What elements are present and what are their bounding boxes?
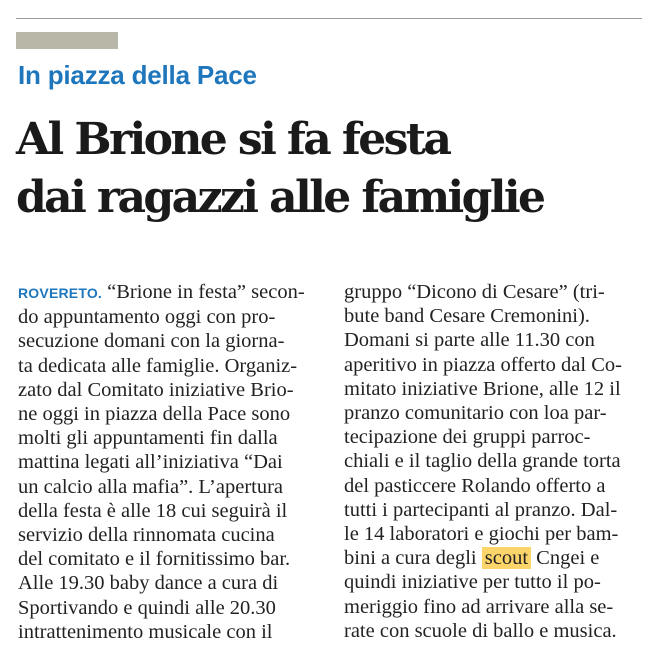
body-line: intrattenimento musicale con il (18, 620, 273, 643)
kicker: In piazza della Pace (18, 60, 257, 90)
body-line: do appuntamento oggi con pro- (18, 306, 276, 329)
body-line: tutti i partecipanti al pranzo. Dal- (344, 498, 618, 521)
body-line: zato dal Comitato iniziative Brio- (18, 378, 294, 401)
article-column-right (344, 280, 644, 643)
body-line: tecipazione dei gruppi parroc- (344, 426, 591, 449)
body-line: secuzione domani con la giorna- (18, 330, 285, 353)
dateline: ROVERETO. (18, 285, 103, 301)
body-line: rate con scuole di ballo e musica. (344, 619, 617, 642)
body-line: le 14 laboratori e giochi per bam- (344, 523, 619, 546)
body-line: ta dedicata alle famiglie. Organiz- (18, 354, 298, 377)
body-line: pranzo comunitario con loa par- (344, 402, 607, 425)
body-line-text: “Brione in festa” secon- (102, 281, 305, 303)
body-line: bute band Cesare Cremonini). (344, 305, 590, 328)
body-line: Alle 19.30 baby dance a cura di (18, 572, 279, 595)
section-tab (16, 32, 118, 49)
body-line: ne oggi in piazza della Pace sono (18, 403, 291, 426)
body-line: gruppo “Dicono di Cesare” (tri- (344, 281, 605, 303)
body-line: della festa è alle 18 cui seguirà il (18, 499, 288, 522)
body-line: un calcio alla mafia”. L’apertura (18, 475, 284, 498)
headline-line-2: dai ragazzi alle famiglie (16, 172, 544, 223)
body-line (18, 280, 320, 305)
article-column-left (18, 280, 320, 644)
body-text: Cngei e (531, 547, 600, 570)
body-line: mattina legati all’iniziativa “Dai (18, 451, 283, 474)
body-text: bini a cura degli (344, 547, 482, 570)
body-line: aperitivo in piazza offerto dal Co- (344, 353, 622, 376)
body-line: Sportivando e quindi alle 20.30 (18, 596, 276, 619)
top-rule (16, 18, 642, 19)
body-line: del comitato e il fornitissimo bar. (18, 548, 291, 571)
body-line-highlighted (344, 546, 644, 570)
headline (16, 111, 646, 227)
body-line: servizio della rinnomata cucina (18, 524, 275, 547)
body-line: Domani si parte alle 11.30 con (344, 329, 595, 352)
headline-line-1: Al Brione si fa festa (16, 114, 450, 165)
body-line: chiali e il taglio della grande torta (344, 450, 621, 473)
body-line: del pasticcere Rolando offerto a (344, 474, 606, 497)
body-line: mitato iniziative Brione, alle 12 il (344, 377, 621, 400)
search-highlight: scout (482, 547, 531, 569)
body-line: quindi iniziative per tutto il po- (344, 571, 601, 594)
body-line: meriggio fino ad arrivare alla se- (344, 595, 614, 618)
body-line: molti gli appuntamenti fin dalla (18, 427, 278, 450)
